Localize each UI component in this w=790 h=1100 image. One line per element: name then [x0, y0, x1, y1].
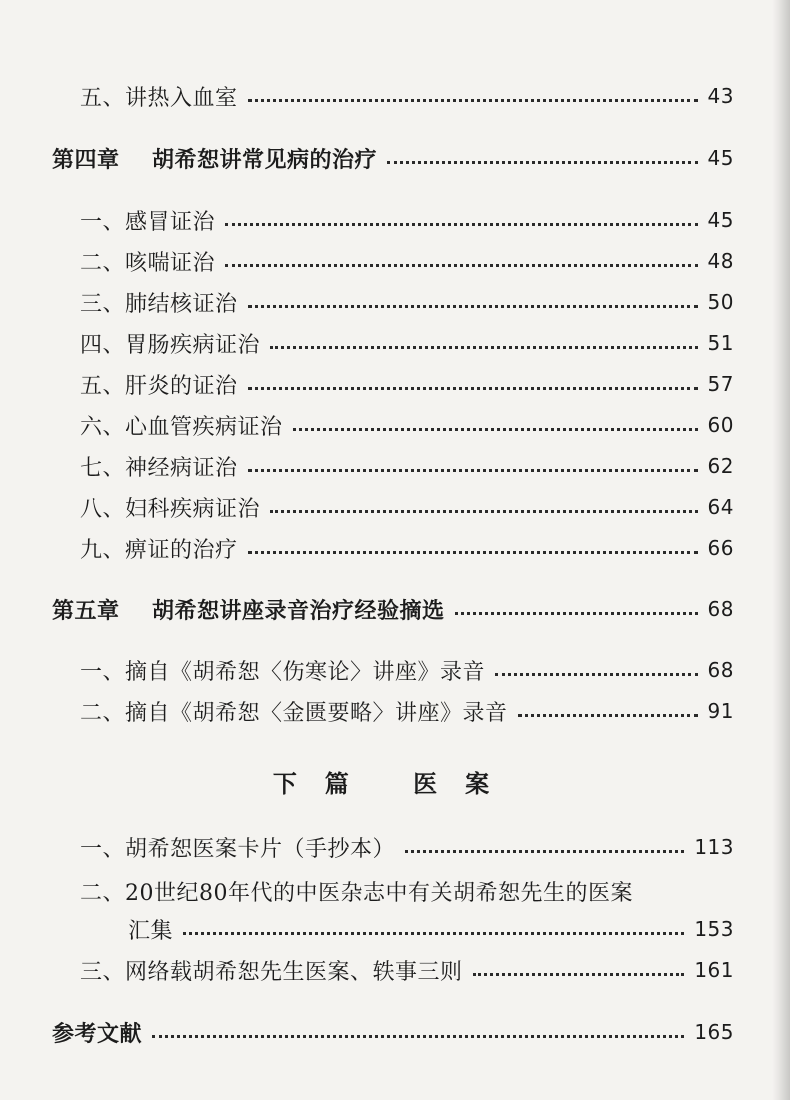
toc-entry-label: 一、胡希恕医案卡片（手抄本） — [80, 836, 396, 862]
dot-leader — [270, 346, 698, 349]
toc-entry-label: 六、心血管疾病证治 — [80, 414, 283, 440]
dot-leader — [495, 673, 698, 676]
toc-entry-label: 八、妇科疾病证治 — [80, 496, 261, 522]
chapter-title: 胡希恕讲座录音治疗经验摘选 — [152, 598, 445, 624]
dot-leader — [248, 551, 698, 554]
toc-entry[interactable] — [128, 912, 734, 946]
references-page: 165 — [694, 1020, 734, 1044]
dot-leader — [405, 850, 684, 853]
toc-entry-page: 153 — [694, 917, 734, 941]
dot-leader — [225, 264, 698, 267]
dot-leader — [152, 1035, 684, 1038]
toc-entry[interactable] — [80, 79, 734, 113]
toc-entry[interactable] — [80, 694, 734, 728]
dot-leader — [455, 612, 698, 615]
part-title: 下篇 医案 — [272, 770, 518, 798]
toc-entry-label-line1[interactable]: 二、20世纪80年代的中医杂志中有关胡希恕先生的医案 — [80, 881, 633, 906]
references-label: 参考文献 — [52, 1021, 143, 1047]
dot-leader — [248, 305, 698, 308]
toc-entry-label: 二、咳喘证治 — [80, 250, 216, 276]
toc-entry[interactable] — [80, 326, 734, 360]
toc-entry[interactable] — [80, 367, 734, 401]
toc-entry-label: 五、肝炎的证治 — [80, 373, 238, 399]
toc-entry-label: 一、摘自《胡希恕〈伤寒论〉讲座》录音 — [80, 659, 486, 685]
dot-leader — [387, 161, 698, 164]
chapter-heading-label — [52, 143, 377, 174]
toc-entry-page: 57 — [707, 372, 734, 396]
toc-entry-page: 51 — [707, 331, 734, 355]
dot-leader — [518, 714, 698, 717]
dot-leader — [248, 469, 698, 472]
chapter-5-heading[interactable] — [52, 592, 734, 626]
toc-entry-page: 45 — [707, 208, 734, 232]
chapter-page: 68 — [707, 597, 734, 621]
references-entry[interactable] — [52, 1015, 734, 1049]
dot-leader — [293, 428, 698, 431]
toc-entry[interactable] — [80, 285, 734, 319]
toc-entry-page: 62 — [707, 454, 734, 478]
toc-entry-label: 九、痹证的治疗 — [80, 537, 238, 563]
dot-leader — [248, 99, 698, 102]
toc-entry[interactable] — [80, 531, 734, 565]
toc-entry-page: 113 — [694, 835, 734, 859]
toc-entry-label: 五、讲热入血室 — [80, 85, 238, 111]
dot-leader — [473, 973, 685, 976]
toc-entry-page: 64 — [707, 495, 734, 519]
toc-entry-page: 161 — [694, 958, 734, 982]
toc-entry-page: 60 — [707, 413, 734, 437]
toc-entry-label: 汇集 — [128, 918, 174, 944]
chapter-number: 第四章 — [52, 147, 120, 173]
chapter-heading-label — [52, 594, 445, 625]
chapter-title: 胡希恕讲常见病的治疗 — [152, 147, 378, 173]
toc-entry[interactable] — [80, 490, 734, 524]
toc-entry-label: 三、肺结核证治 — [80, 291, 238, 317]
toc-entry[interactable] — [80, 408, 734, 442]
dot-leader — [225, 223, 698, 226]
toc-entry[interactable] — [80, 830, 734, 864]
toc-entry[interactable] — [80, 653, 734, 687]
toc-entry-page: 66 — [707, 536, 734, 560]
toc-entry-page: 91 — [707, 699, 734, 723]
toc-entry-label: 四、胃肠疾病证治 — [80, 332, 261, 358]
toc-entry-label: 二、摘自《胡希恕〈金匮要略〉讲座》录音 — [80, 700, 508, 726]
toc-entry-label: 三、网络载胡希恕先生医案、轶事三则 — [80, 959, 463, 985]
toc-entry-page: 43 — [707, 84, 734, 108]
dot-leader — [270, 510, 698, 513]
toc-entry[interactable] — [80, 244, 734, 278]
toc-entry-page: 68 — [707, 658, 734, 682]
chapter-page: 45 — [707, 146, 734, 170]
toc-entry[interactable] — [80, 953, 734, 987]
chapter-4-heading[interactable] — [52, 141, 734, 175]
toc-entry[interactable] — [80, 203, 734, 237]
toc-entry-page: 48 — [707, 249, 734, 273]
toc-entry-label: 一、感冒证治 — [80, 209, 216, 235]
toc-entry[interactable] — [80, 449, 734, 483]
toc-entry-page: 50 — [707, 290, 734, 314]
toc-entry-label: 七、神经病证治 — [80, 455, 238, 481]
dot-leader — [183, 932, 684, 935]
chapter-number: 第五章 — [52, 598, 120, 624]
dot-leader — [248, 387, 698, 390]
